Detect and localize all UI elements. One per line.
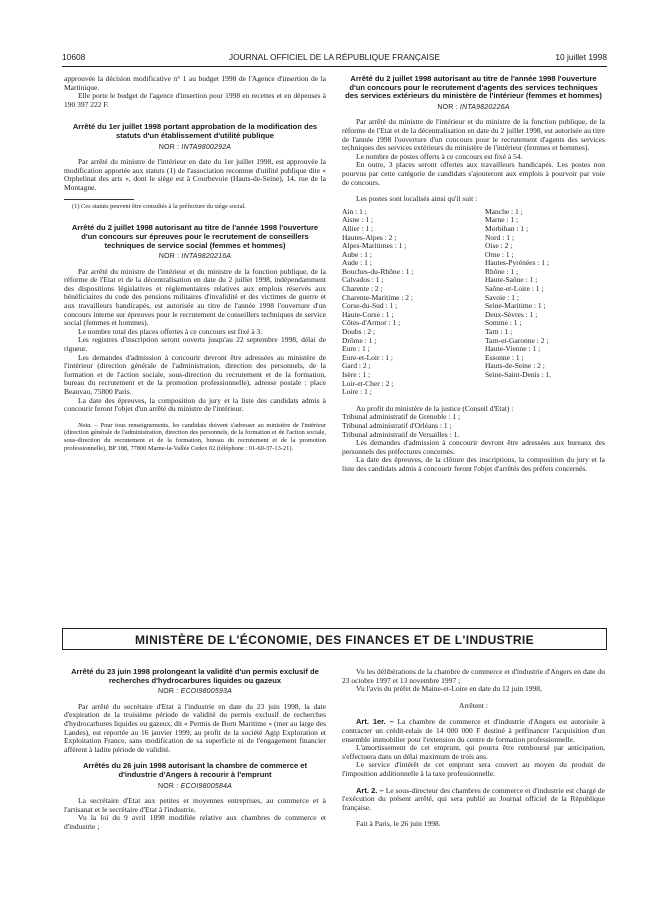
- list-item: Gard : 2 ;: [342, 361, 371, 371]
- list-item: Hautes-Alpes : 2 ;: [342, 232, 397, 242]
- list-item: Isère : 1 ;: [342, 370, 371, 379]
- list-item: Doubs : 2 ;: [342, 327, 376, 337]
- paragraph: L'amortissement de cet emprunt, qui pourra être remboursé par anticipation, s'effectuera dans un délai maximum de trois ans.: [342, 743, 605, 761]
- nota: Nota. – Pour tous renseignements, les candidats doivent s'adresser au ministère de l'intérieur (direction générale de l'administration, direction des personnels, de la formation et de l'action sociale, sous-direction du recrutement et de la formation, bureau du recrutement et de la promotion professionnelle), BP 188, 77800 Marne-la-Vallée Cedex 02 (téléphone : 01-60-37-13-21).: [64, 421, 326, 452]
- decree-title: Arrêté du 23 juin 1998 prolongeant la validité d'un permis exclusif de recherches d'hydrocarbures liquides ou gazeux: [71, 667, 319, 685]
- paragraph: Par arrêté du secrétaire d'Etat à l'industrie en date du 23 juin 1998, la date d'expiration de la troisième période de validité du permis exclusif de recherches d'hydrocarbures liquides ou gazeux, dit « Permis de Born Maritime » (mer au large des Landes), est reportée au 16 janvier 1999, au profit de la société Agip Exploration et Exploitation France, sans modification de sa superficie ni de l'engagement financier afférent à ladite période de validité.: [64, 701, 326, 754]
- paragraph: Les demandes d'admission à concourir devront être adressées au ministère de l'intérieur (direction générale de l'administration, direction des personnels, de la formation et de l'action sociale, sous-direction du recrutement et de la formation, bureau du recrutement et de la promotion professionnelle), adresse postale : place Beauvau, 75800 Paris.: [64, 352, 326, 397]
- bottom-right-column: [342, 668, 605, 829]
- list-item: Corse-du-Sud : 1 ;: [342, 301, 398, 311]
- list-item: Orne : 1 ;: [485, 249, 514, 259]
- list-item: Eure : 1 ;: [342, 344, 370, 354]
- postes-list-right: [485, 208, 605, 397]
- list-item: Haute-Corse : 1 ;: [342, 309, 394, 319]
- list-item: Seine-Saint-Denis : 1.: [485, 370, 552, 379]
- nor-reference: NOR : INTA9800292A: [158, 143, 232, 151]
- paragraph: approuvée la décision modificative n° 1 au budget 1998 de l'Agence d'insertion de la Martinique.: [64, 74, 326, 92]
- journal-title: JOURNAL OFFICIEL DE LA RÉPUBLIQUE FRANÇAISE: [228, 52, 441, 62]
- list-item: Aisne : 1 ;: [342, 215, 374, 225]
- list-item: Haute-Vienne : 1 ;: [485, 344, 541, 354]
- list-item: Ain : 1 ;: [342, 206, 367, 216]
- list-item: Allier : 1 ;: [342, 223, 374, 233]
- paragraph: Par arrêté du ministre de l'intérieur et du ministre de la fonction publique, de la réforme de l'Etat et de la décentralisation en date du 2 juillet 1998, est autorisée au titre de l'année 1998 l'ouverture d'un concours pour le recrutement d'agents des services techniques des services extérieurs du ministère de l'intérieur (femmes et hommes).: [342, 117, 605, 153]
- list-item: Seine-Maritime : 1 ;: [485, 301, 546, 311]
- ministry-banner: [62, 628, 607, 650]
- list-item: Aude : 1 ;: [342, 258, 372, 268]
- list-item: Essonne : 1 ;: [485, 352, 524, 362]
- tribunal-item: Tribunal administratif d'Orléans : 1 ;: [342, 420, 452, 430]
- nor-reference: NOR : INTA9820216A: [158, 253, 232, 261]
- page-header: [62, 52, 607, 66]
- list-item: Saône-et-Loire : 1 ;: [485, 284, 544, 294]
- decree-title: Arrêté du 1er juillet 1998 portant approbation de la modification des statuts d'un établissement d'utilité publique: [72, 122, 318, 140]
- list-item: Loir-et-Cher : 2 ;: [342, 378, 394, 388]
- postes-list: [342, 208, 605, 397]
- header-rule: [62, 66, 607, 67]
- list-item: Savoie : 1 ;: [485, 292, 519, 302]
- list-item: Tarn-et-Garonne : 2 ;: [485, 335, 549, 345]
- list-item: Rhône : 1 ;: [485, 266, 519, 276]
- decree-title: Arrêté du 2 juillet 1998 autorisant au titre de l'année 1998 l'ouverture d'un concours sur épreuves pour le recrutement de conseillers techniques de service social (femmes et hommes): [71, 223, 319, 250]
- list-item: Drôme : 1 ;: [342, 335, 377, 345]
- footnote: (1) Ces statuts peuvent être consultés à la préfecture du siège social.: [72, 202, 246, 210]
- list-item: Hauts-de-Seine : 2 ;: [485, 361, 545, 371]
- list-item: Charente-Maritime : 2 ;: [342, 292, 414, 302]
- nor-reference: NOR : ECOI9800593A: [157, 688, 233, 696]
- paragraph: Vu l'avis du préfet de Maine-et-Loire en date du 12 juin 1998,: [356, 684, 542, 694]
- footnote-rule: [64, 199, 134, 200]
- list-item: Nord : 1 ;: [485, 232, 514, 242]
- list-item: Manche : 1 ;: [485, 206, 523, 216]
- list-item: Oise : 2 ;: [485, 241, 513, 251]
- list-item: Haute-Saône : 1 ;: [485, 275, 538, 285]
- paragraph: La date des épreuves, la composition du jury et la liste des candidats admis à concourir feront l'objet d'un arrêté du ministre de l'intérieur.: [64, 395, 326, 414]
- paragraph: Le nombre de postes offerts à ce concours est fixé à 54.: [356, 151, 523, 161]
- article-2: Art. 2. – Le sous-directeur des chambres de commerce et d'industrie est chargé de l'exécution du présent arrêté, qui sera publié au Journal officiel de la République française.: [342, 785, 605, 812]
- paragraph: Au profit du ministère de la justice (Conseil d'Etat) :: [356, 403, 514, 413]
- paragraph: Elle porte le budget de l'agence d'insertion pour 1998 en recettes et en dépenses à 190 397 222 F.: [64, 91, 326, 109]
- paragraph: Le service d'intérêt de cet emprunt sera couvert au moyen du produit de l'imposition additionnelle à la taxe professionnelle.: [342, 760, 605, 778]
- paragraph: La date des épreuves, de la clôture des inscriptions, la composition du jury et la liste des candidats admis à concourir feront l'objet d'arrêtés des préfets concernés.: [342, 455, 605, 473]
- list-item: Calvados : 1 ;: [342, 275, 384, 285]
- paragraph: Par arrêté du ministre de l'intérieur et du ministre de la fonction publique, de la réforme de l'Etat et de la décentralisation en date du 2 juillet 1998, indépendamment des dispositions législatives et réglementaires relatives aux emplois réservés aux bénéficiaires du code des pensions militaires d'invalidité et des victimes de guerre et aux travailleurs handicapés, est autorisée au titre de l'année 1998 l'ouverture d'un concours interne sur épreuves pour le recrutement de conseillers techniques de service social (femmes et hommes).: [64, 266, 326, 328]
- paragraph: Vu les délibérations de la chambre de commerce et d'industrie d'Angers en date du 23 octobre 1997 et 13 novembre 1997 ;: [342, 667, 605, 685]
- arretent-heading: Arrêtent :: [459, 700, 488, 710]
- article-1: Art. 1er. – La chambre de commerce et d'industrie d'Angers est autorisée à contracter un crédit-relais de 14 000 000 F destiné à préfinancer l'acquisition d'un ensemble immobilier pour l'extension du centre de formation professionnelle.: [342, 717, 606, 744]
- decree-title: Arrêté du 2 juillet 1998 autorisant au titre de l'année 1998 l'ouverture d'un concours pour le recrutement d'agents des services techniques des services extérieurs du ministère de l'intérieur (femmes et hommes): [345, 74, 602, 101]
- tribunal-item: Tribunal administratif de Versailles : 1.: [342, 429, 460, 439]
- list-item: Charente : 2 ;: [342, 284, 383, 294]
- postes-list-left: [342, 208, 462, 397]
- list-item: Côtes-d'Armor : 1 ;: [342, 318, 401, 328]
- left-column: [64, 75, 326, 452]
- tribunal-item: Tribunal administratif de Grenoble : 1 ;: [342, 412, 461, 422]
- list-item: Marne : 1 ;: [485, 215, 519, 225]
- list-item: Bouches-du-Rhône : 1 ;: [342, 266, 414, 276]
- right-column: [342, 75, 605, 474]
- ministry-title: MINISTÈRE DE L'ÉCONOMIE, DES FINANCES ET DE L'INDUSTRIE: [134, 633, 535, 647]
- nor-reference: NOR : ECOI9800584A: [157, 782, 233, 790]
- issue-date: 10 juillet 1998: [555, 52, 607, 62]
- paragraph: Les postes sont localisés ainsi qu'il suit :: [356, 194, 478, 204]
- paragraph: Les demandes d'admission à concourir devront être adressées aux bureaux des personnels des préfectures concernés.: [342, 438, 605, 456]
- signoff: Fait à Paris, le 26 juin 1998.: [356, 819, 441, 829]
- paragraph: Le nombre total des places offertes à ce concours est fixé à 3.: [78, 326, 263, 336]
- paragraph: Par arrêté du ministre de l'intérieur en date du 1er juillet 1998, est approuvée la modification apportée aux statuts (1) de l'association reconnue d'utilité publique dite « Orphelinat des arts », dont le siège est à Courbevoie (Hauts-de-Seine), 14, rue de la Montagne.: [64, 157, 326, 192]
- paragraph: La secrétaire d'Etat aux petites et moyennes entreprises, au commerce et à l'artisanat et le secrétaire d'Etat à l'industrie,: [64, 796, 326, 814]
- list-item: Loire : 1 ;: [342, 387, 372, 397]
- nor-reference: NOR : INTA9820226A: [437, 103, 510, 111]
- bottom-left-column: [64, 668, 326, 832]
- list-item: Somme : 1 ;: [485, 318, 522, 328]
- list-item: Eure-et-Loir : 1 ;: [342, 352, 394, 362]
- list-item: Tarn : 1 ;: [485, 327, 513, 337]
- page-number: 10608: [62, 52, 86, 62]
- list-item: Deux-Sèvres : 1 ;: [485, 309, 538, 319]
- paragraph: En outre, 3 places seront offertes aux travailleurs handicapés. Les postes non pourvus par cette catégorie de candidats s'ajouteront aux emplois à pourvoir par voie de concours.: [342, 160, 605, 187]
- list-item: Aube : 1 ;: [342, 249, 372, 259]
- paragraph: Les registres d'inscription seront ouverts jusqu'au 22 septembre 1998, délai de rigueur.: [64, 335, 326, 354]
- paragraph: Vu la loi du 9 avril 1898 modifiée relative aux chambres de commerce et d'industrie ;: [64, 813, 326, 831]
- list-item: Morbihan : 1 ;: [485, 223, 529, 233]
- list-item: Alpes-Maritimes : 1 ;: [342, 241, 407, 251]
- list-item: Hautes-Pyrénées : 1 ;: [485, 258, 549, 268]
- decree-title: Arrêtés du 26 juin 1998 autorisant la chambre de commerce et d'industrie d'Angers à recourir à l'emprunt: [82, 761, 308, 779]
